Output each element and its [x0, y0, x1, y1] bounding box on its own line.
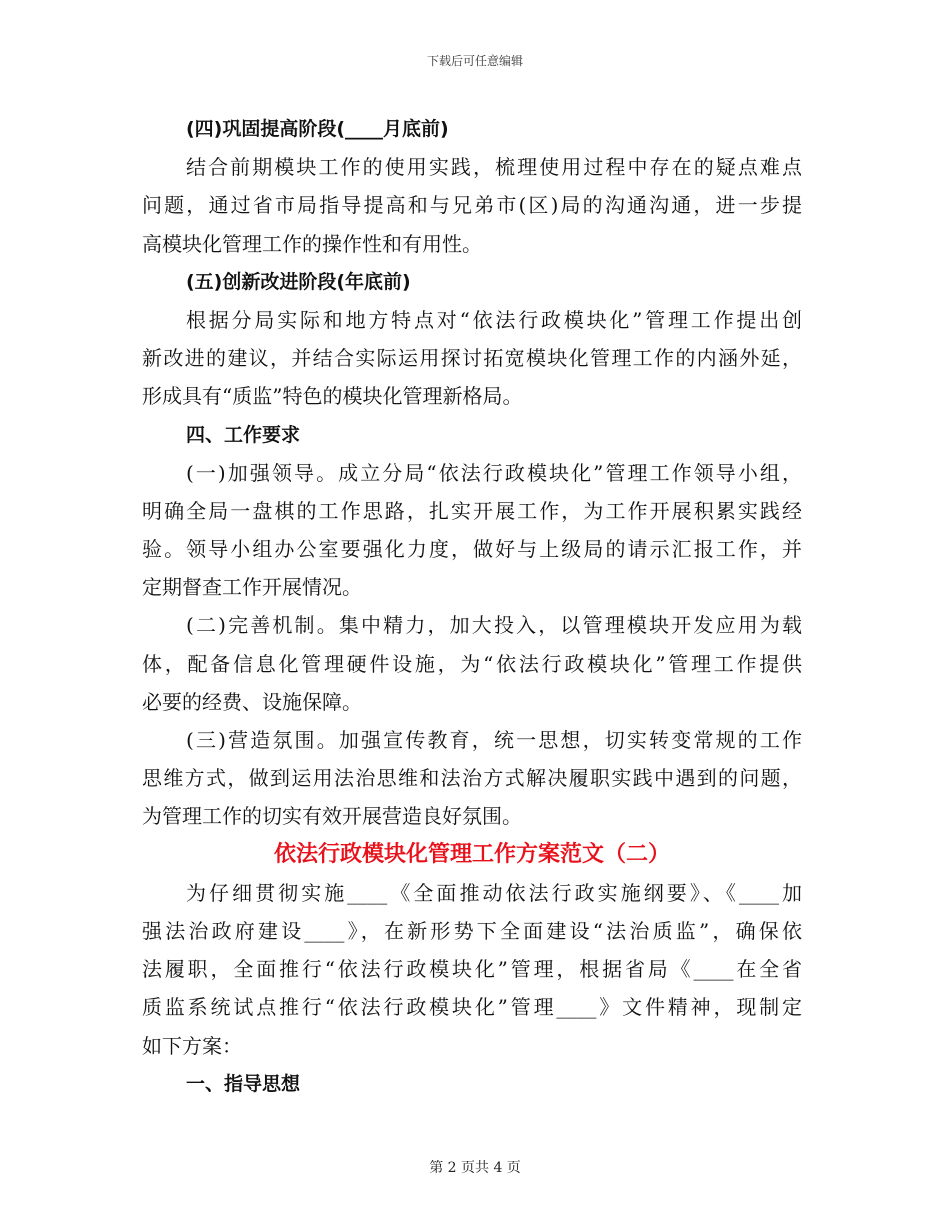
paragraph-line: 强法治政府建设____》，在新形势下全面建设“法治质监”，确保依	[142, 918, 802, 943]
document-body	[142, 110, 802, 1103]
document-title: 依法行政模块化管理工作方案范文（二）	[273, 841, 670, 867]
paragraph-line: 为管理工作的切实有效开展营造良好氛围。	[142, 804, 522, 829]
paragraph-line: 高模块化管理工作的操作性和有用性。	[142, 231, 482, 256]
paragraph-line: 根据分局实际和地方特点对“依法行政模块化”管理工作提出创	[186, 307, 802, 332]
paragraph-line: 为仔细贯彻实施____《全面推动依法行政实施纲要》、《____加	[186, 880, 802, 905]
paragraph-line: 法履职，全面推行“依法行政模块化”管理，根据省局《____在全省	[142, 957, 802, 982]
paragraph-line: 问题，通过省市局指导提高和与兄弟市(区)局的沟通沟通，进一步提	[142, 193, 802, 218]
paragraph-line: 新改进的建议，并结合实际运用探讨拓宽模块化管理工作的内涵外延，	[142, 346, 802, 371]
section-heading-consolidate: (四)巩固提高阶段(____月底前)	[186, 118, 449, 140]
page-footer: 第 2 页共 4 页	[429, 1160, 521, 1176]
page-header: 下载后可任意编辑	[426, 54, 523, 68]
paragraph-line: 定期督查工作开展情况。	[142, 575, 362, 600]
paragraph-line: (一)加强领导。成立分局“依法行政模块化”管理工作领导小组，	[186, 460, 802, 485]
paragraph-line: 必要的经费、设施保障。	[142, 689, 362, 714]
paragraph-line: 形成具有“质监”特色的模块化管理新格局。	[142, 384, 523, 409]
paragraph-line: 验。领导小组办公室要强化力度，做好与上级局的请示汇报工作，并	[142, 537, 802, 562]
paragraph-line: 明确全局一盘棋的工作思路，扎实开展工作，为工作开展积累实践经	[142, 498, 802, 523]
paragraph-line: 质监系统试点推行“依法行政模块化”管理____》文件精神，现制定	[142, 995, 802, 1020]
section-heading-innovate: (五)创新改进阶段(年底前)	[186, 270, 411, 293]
paragraph-line: 思维方式，做到运用法治思维和法治方式解决履职实践中遇到的问题，	[142, 766, 802, 791]
paragraph-line: (三)营造氛围。加强宣传教育，统一思想，切实转变常规的工作	[186, 728, 802, 752]
paragraph-line: 结合前期模块工作的使用实践，梳理使用过程中存在的疑点难点	[186, 155, 802, 180]
section-heading-guiding: 一、指导思想	[186, 1072, 301, 1095]
section-heading-requirements: 四、工作要求	[186, 423, 301, 446]
paragraph-line: (二)完善机制。集中精力，加大投入，以管理模块开发应用为载	[186, 613, 802, 638]
paragraph-line: 如下方案：	[142, 1033, 242, 1058]
paragraph-line: 体，配备信息化管理硬件设施，为“依法行政模块化”管理工作提供	[142, 651, 802, 676]
